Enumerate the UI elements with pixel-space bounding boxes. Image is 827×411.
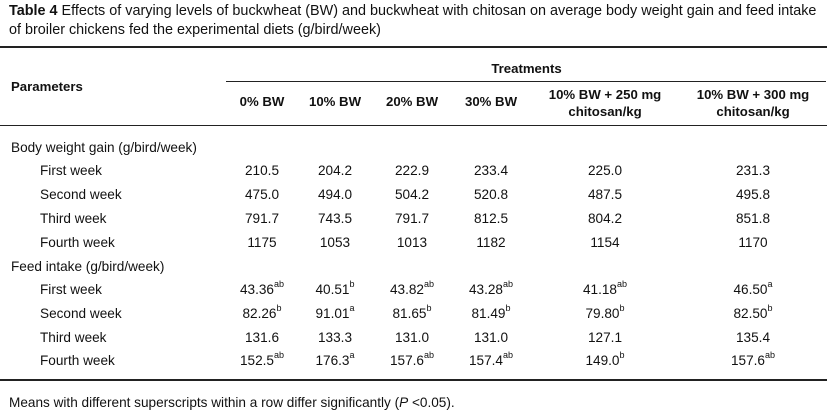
column-header: 10% BW + 300 mg chitosan/kg — [696, 87, 810, 119]
significance-superscript: ab — [503, 350, 514, 361]
significance-superscript: ab — [617, 279, 628, 290]
cell-value: 812.5 — [473, 211, 509, 226]
row-label: Second week — [40, 306, 122, 321]
row-label: Fourth week — [40, 353, 115, 368]
column-header: 10% BW — [308, 94, 362, 109]
cell-value: 1175 — [247, 235, 277, 250]
cell-value: 520.8 — [473, 187, 509, 202]
table-cell — [560, 303, 650, 322]
significance-superscript: a — [349, 350, 355, 361]
row-label: Third week — [40, 330, 107, 345]
cell-value: 210.5 — [244, 163, 280, 178]
cell-value: 79.80 — [585, 306, 620, 321]
table-cell — [367, 187, 457, 203]
row-label: First week — [40, 282, 102, 297]
table-cell — [446, 163, 536, 179]
table-cell — [367, 163, 457, 179]
footnote-p-symbol: P — [399, 395, 409, 410]
significance-superscript: a — [767, 279, 773, 290]
cell-value: 81.49 — [471, 306, 506, 321]
table-cell — [446, 350, 536, 369]
column-header: 0% BW — [239, 94, 285, 109]
cell-value: 157.6 — [730, 353, 765, 368]
cell-value: 133.3 — [317, 330, 353, 345]
cell-value: 1182 — [476, 235, 506, 250]
cell-value: 791.7 — [244, 211, 280, 226]
table-cell — [560, 279, 650, 298]
table-cell — [446, 303, 536, 322]
cell-value: 43.36 — [239, 282, 274, 297]
row-label: Fourth week — [40, 235, 115, 250]
significance-superscript: b — [619, 303, 625, 314]
section-title: Body weight gain (g/bird/week) — [11, 140, 197, 155]
header-bottom-rule — [0, 125, 827, 126]
cell-value: 1170 — [738, 235, 768, 250]
table-cell — [446, 235, 536, 251]
cell-value: 135.4 — [735, 330, 771, 345]
cell-value: 82.50 — [733, 306, 768, 321]
row-label: Second week — [40, 187, 122, 202]
cell-value: 743.5 — [317, 211, 353, 226]
table-cell — [367, 303, 457, 322]
cell-value: 41.18 — [582, 282, 617, 297]
cell-value: 152.5 — [239, 353, 274, 368]
treatments-header: Treatments — [491, 61, 562, 76]
table-cell — [367, 330, 457, 346]
table-cell — [708, 187, 798, 203]
table-cell — [560, 187, 650, 203]
cell-value: 487.5 — [587, 187, 623, 202]
significance-superscript: ab — [765, 350, 776, 361]
table-cell — [367, 211, 457, 227]
table-cell — [708, 235, 798, 251]
cell-value: 46.50 — [733, 282, 768, 297]
table-cell — [367, 235, 457, 251]
cell-value: 43.28 — [468, 282, 503, 297]
cell-value: 127.1 — [587, 330, 623, 345]
cell-value: 131.0 — [473, 330, 509, 345]
significance-superscript: b — [349, 279, 355, 290]
table-cell — [560, 350, 650, 369]
treatments-underline — [226, 81, 826, 82]
cell-value: 233.4 — [473, 163, 509, 178]
table-cell — [367, 350, 457, 369]
cell-value: 131.0 — [394, 330, 430, 345]
bottom-rule — [0, 379, 827, 381]
table-cell — [367, 279, 457, 298]
cell-value: 157.6 — [389, 353, 424, 368]
table-cell — [708, 350, 798, 369]
significance-superscript: b — [505, 303, 511, 314]
cell-value: 82.26 — [242, 306, 277, 321]
cell-value: 176.3 — [315, 353, 350, 368]
cell-value: 1013 — [396, 235, 428, 250]
row-label: First week — [40, 163, 102, 178]
cell-value: 494.0 — [317, 187, 353, 202]
caption-text: Effects of varying levels of buckwheat (BW) and buckwheat with chitosan on average body weight gain and feed intake of broiler chickens fed the experimental diets (g/bird/week) — [9, 3, 817, 38]
significance-superscript: ab — [274, 279, 285, 290]
table-cell — [708, 279, 798, 298]
top-rule — [0, 46, 827, 48]
cell-value: 40.51 — [315, 282, 350, 297]
table-cell — [446, 211, 536, 227]
parameters-header: Parameters — [11, 79, 83, 94]
row-label: Third week — [40, 211, 107, 226]
table-cell — [560, 235, 650, 251]
section-title: Feed intake (g/bird/week) — [11, 259, 165, 274]
cell-value: 231.3 — [735, 163, 771, 178]
caption-label: Table 4 — [9, 3, 58, 19]
significance-superscript: ab — [424, 350, 435, 361]
cell-value: 791.7 — [394, 211, 430, 226]
cell-value: 1053 — [319, 235, 351, 250]
table-cell — [708, 330, 798, 346]
cell-value: 149.0 — [585, 353, 620, 368]
table-cell — [560, 163, 650, 179]
table-cell — [708, 303, 798, 322]
significance-superscript: b — [426, 303, 432, 314]
cell-value: 851.8 — [735, 211, 771, 226]
table-cell — [708, 163, 798, 179]
cell-value: 475.0 — [244, 187, 280, 202]
significance-superscript: b — [767, 303, 773, 314]
cell-value: 225.0 — [587, 163, 623, 178]
significance-superscript: a — [349, 303, 355, 314]
cell-value: 204.2 — [317, 163, 353, 178]
table-cell — [446, 330, 536, 346]
cell-value: 157.4 — [468, 353, 503, 368]
column-header: 10% BW + 250 mg chitosan/kg — [548, 87, 662, 119]
significance-superscript: b — [276, 303, 282, 314]
table-caption — [9, 2, 819, 40]
column-header: 30% BW — [464, 94, 518, 109]
cell-value: 804.2 — [587, 211, 623, 226]
cell-value: 81.65 — [392, 306, 427, 321]
footnote-text: Means with different superscripts within a row differ significantly ( — [9, 395, 400, 410]
table-cell — [560, 330, 650, 346]
cell-value: 495.8 — [735, 187, 771, 202]
table-cell — [446, 279, 536, 298]
cell-value: 91.01 — [315, 306, 350, 321]
cell-value: 131.6 — [244, 330, 280, 345]
significance-superscript: ab — [274, 350, 285, 361]
cell-value: 504.2 — [394, 187, 430, 202]
table-cell — [446, 187, 536, 203]
significance-superscript: ab — [503, 279, 514, 290]
footnote-threshold: <0.05). — [408, 395, 455, 410]
significance-superscript: ab — [424, 279, 435, 290]
cell-value: 1154 — [590, 235, 620, 250]
column-header: 20% BW — [385, 94, 439, 109]
cell-value: 43.82 — [389, 282, 424, 297]
cell-value: 222.9 — [394, 163, 430, 178]
table-cell — [560, 211, 650, 227]
table-cell — [708, 211, 798, 227]
table-footnote — [9, 395, 455, 411]
significance-superscript: b — [619, 350, 625, 361]
